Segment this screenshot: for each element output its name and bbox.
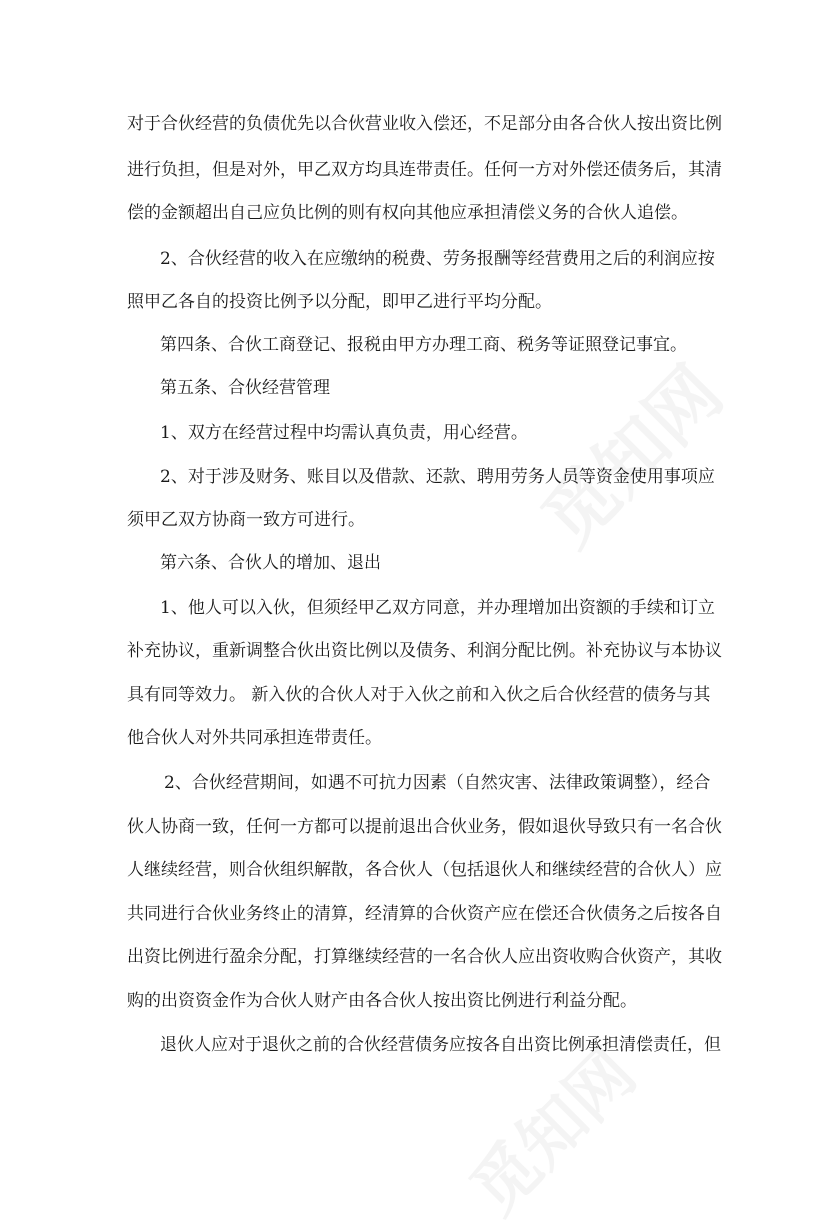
text-line: 他合伙人对外共同承担连带责任。 xyxy=(127,728,382,748)
section-heading: 第六条、合伙人的增加、退出 xyxy=(160,553,381,573)
text-line: 补充协议，重新调整合伙出资比例以及债务、利润分配比例。补充协议与本协议 xyxy=(127,641,722,661)
text-line: 进行负担，但是对外，甲乙双方均具连带责任。任何一方对外偿还债务后，其清 xyxy=(127,160,722,180)
section-heading: 第五条、合伙经营管理 xyxy=(160,378,330,398)
watermark xyxy=(515,339,741,565)
text-line: 偿的金额超出自己应负比例的则有权向其他应承担清偿义务的合伙人追偿。 xyxy=(127,203,688,223)
text-line: 2、合伙经营期间，如遇不可抗力因素（自然灾害、法律政策调整），经合 xyxy=(164,773,711,793)
text-line: 共同进行合伙业务终止的清算，经清算的合伙资产应在偿还合伙债务之后按各自 xyxy=(127,904,722,924)
text-line: 退伙人应对于退伙之前的合伙经营债务应按各自出资比例承担清偿责任，但 xyxy=(160,1035,721,1055)
text-line: 对于合伙经营的负债优先以合伙营业收入偿还，不足部分由各合伙人按出资比例 xyxy=(127,114,722,134)
text-line: 照甲乙各自的投资比例予以分配，即甲乙进行平均分配。 xyxy=(127,292,552,312)
text-line: 2、合伙经营的收入在应缴纳的税费、劳务报酬等经营费用之后的利润应按 xyxy=(160,249,715,269)
text-line: 2、对于涉及财务、账目以及借款、还款、聘用劳务人员等资金使用事项应 xyxy=(160,467,715,487)
text-line: 1、双方在经营过程中均需认真负责，用心经营。 xyxy=(160,423,528,443)
section-heading: 第四条、合伙工商登记、报税由甲方办理工商、税务等证照登记事宜。 xyxy=(160,335,687,355)
text-line: 须甲乙双方协商一致方可进行。 xyxy=(127,510,365,530)
text-line: 伙人协商一致，任何一方都可以提前退出合伙业务，假如退伙导致只有一名合伙 xyxy=(127,817,722,837)
text-line: 出资比例进行盈余分配，打算继续经营的一名合伙人应出资收购合伙资产，其收 xyxy=(127,947,722,967)
text-line: 人继续经营，则合伙组织解散，各合伙人（包括退伙人和继续经营的合伙人）应 xyxy=(127,860,722,880)
text-line: 1、他人可以入伙，但须经甲乙双方同意，并办理增加出资额的手续和订立 xyxy=(160,598,715,618)
text-line: 购的出资资金作为合伙人财产由各合伙人按出资比例进行利益分配。 xyxy=(127,991,637,1011)
text-line: 具有同等效力。 新入伙的合伙人对于入伙之前和入伙之后合伙经营的债务与其 xyxy=(127,685,711,705)
